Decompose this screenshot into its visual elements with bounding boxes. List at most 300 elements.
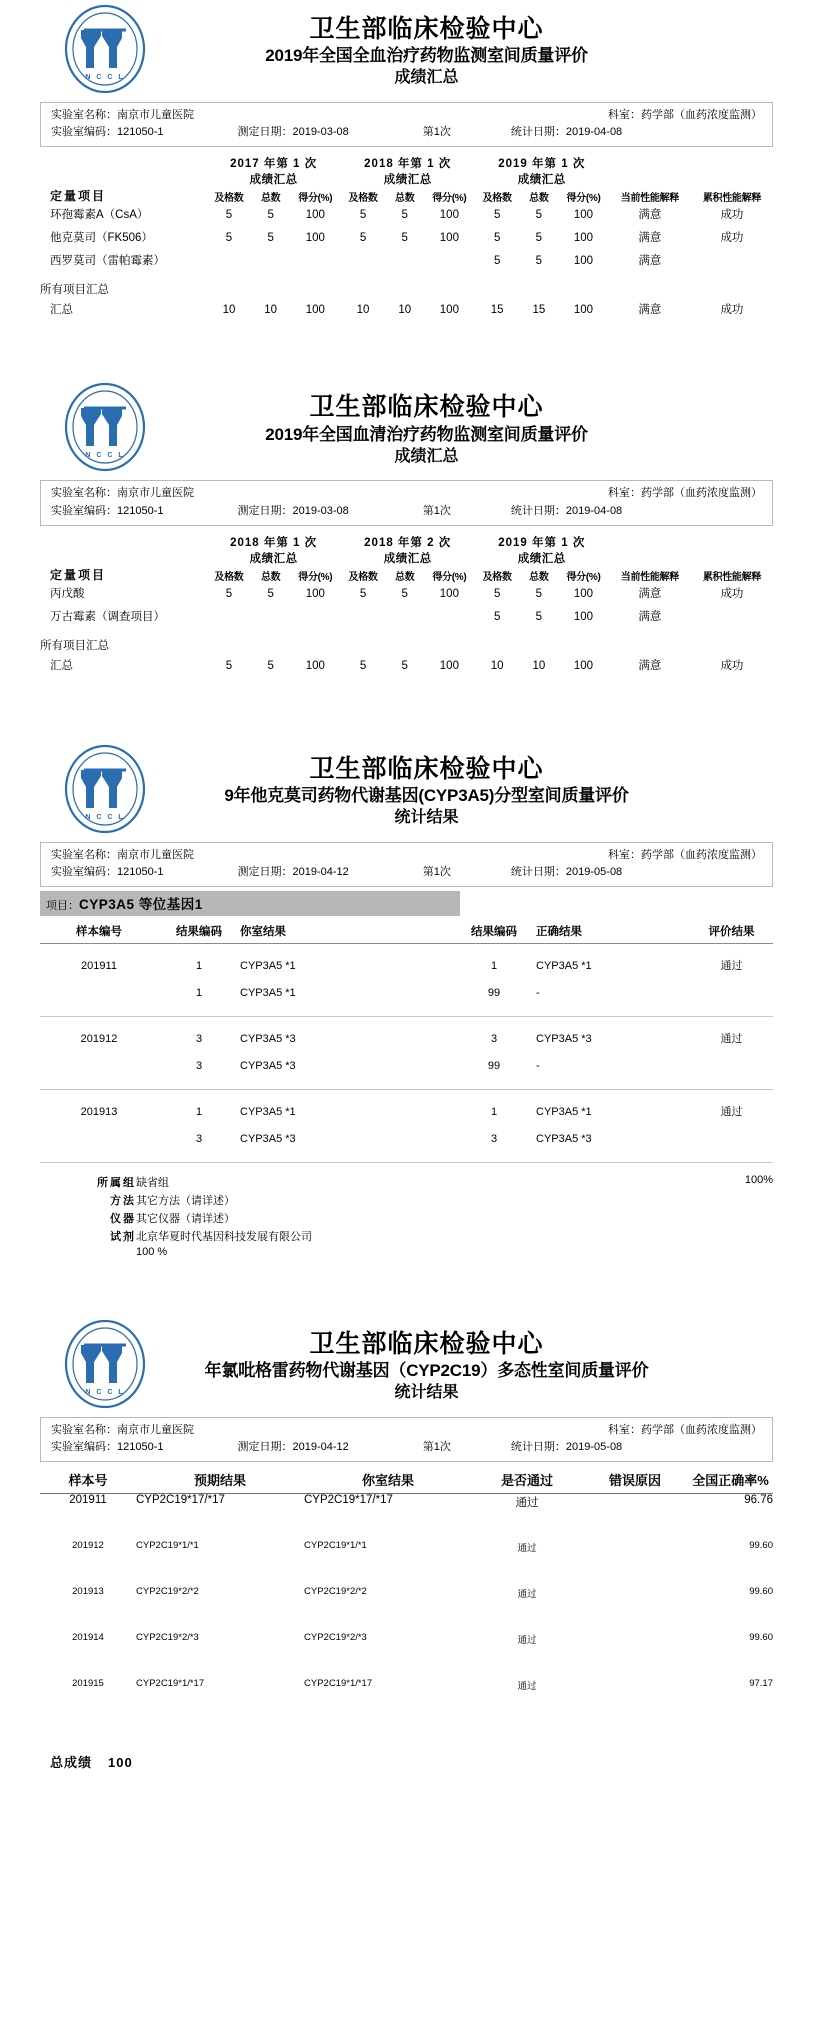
- total-cumulative-perf: 成功: [720, 304, 744, 317]
- measure-date-label: 测定日期：: [237, 1440, 293, 1453]
- col-is-pass: 是否通过: [500, 1472, 553, 1488]
- cell: 10: [398, 304, 412, 317]
- doc-subtitle: 成绩汇总: [394, 447, 459, 465]
- cell: 5: [267, 209, 274, 222]
- cell: 15: [490, 304, 504, 317]
- error-reason: [582, 1493, 688, 1540]
- svg-text:N C C L: N C C L: [85, 452, 125, 460]
- your-result-col: CYP3A5 *1 CYP3A5 *3: [240, 1105, 296, 1145]
- cell: 5: [401, 232, 408, 245]
- cell: 100: [439, 209, 459, 222]
- cell: [251, 250, 290, 273]
- result-code-col: 3 3: [195, 1032, 203, 1072]
- lab-name-value: 南京市儿童医院: [117, 109, 194, 121]
- project-value: CYP3A5 等位基因1: [79, 897, 203, 913]
- lab-name-label: 实验室名称：: [51, 848, 117, 861]
- sample-no: 201914: [72, 1631, 104, 1643]
- row-item: 他克莫司（FK506）: [50, 232, 153, 245]
- your-result: CYP2C19*17/*17: [304, 1493, 393, 1506]
- cell: 10: [356, 304, 370, 317]
- department-value: 药学部（血药浓度监测）: [641, 109, 762, 121]
- eval-result-col: 通过: [720, 960, 743, 973]
- cell: [385, 606, 424, 629]
- table-row: [40, 1493, 773, 1540]
- error-reason: [582, 1678, 688, 1724]
- col-total-2: 总数: [395, 571, 415, 583]
- doc-subtitle: 成绩汇总: [394, 69, 459, 87]
- cell: 5: [493, 610, 501, 623]
- org-title: 卫生部临床检验中心: [309, 1330, 544, 1358]
- meta-key: 所属组: [97, 1176, 136, 1189]
- result-code-2-col: 3 99: [487, 1032, 501, 1072]
- col-your-result: 你室结果: [361, 1472, 414, 1488]
- error-reason: [582, 1586, 688, 1632]
- cell: [290, 250, 341, 273]
- lab-info-row-2: [51, 124, 762, 141]
- nccl-logo-icon: [62, 4, 148, 94]
- total-current-perf: 满意: [638, 304, 662, 317]
- col-correct-result: 正确结果: [536, 926, 582, 939]
- your-result-col: CYP3A5 *3 CYP3A5 *3: [240, 1032, 296, 1072]
- your-result: CYP2C19*2/*3: [304, 1631, 367, 1643]
- report-section-cyp2c19: [0, 1315, 813, 1771]
- col-pass-2: 及格数: [348, 193, 378, 205]
- cell: 5: [493, 232, 501, 245]
- col-total-3: 总数: [529, 571, 549, 583]
- cell: 100: [573, 659, 594, 672]
- meta-pct: 100%: [744, 1173, 773, 1186]
- col-score-2: 得分(%): [432, 193, 467, 205]
- result-code-col: 1 3: [195, 1105, 203, 1145]
- stat-date-label: 统计日期：: [510, 126, 566, 139]
- group-header-1: 2018 年第 2 次 成绩汇总: [364, 536, 452, 565]
- group-header-row: [40, 534, 773, 566]
- meta-pct: [683, 1209, 773, 1227]
- department-label: 科室：: [608, 848, 641, 861]
- cell: [385, 250, 424, 273]
- is-pass: 通过: [517, 1680, 537, 1692]
- row-cumulative-perf: 成功: [720, 232, 744, 245]
- stat-date-value: 2019-05-08: [565, 866, 623, 879]
- cell: 10: [532, 659, 546, 672]
- cell: 5: [359, 209, 367, 222]
- row-current-perf: 满意: [638, 232, 662, 245]
- cell: 100: [573, 610, 594, 623]
- cell: [207, 250, 252, 273]
- table-row: [40, 1540, 773, 1586]
- cell: 5: [225, 232, 233, 245]
- score-summary-table: [40, 534, 773, 678]
- genotype-table: [40, 920, 773, 1163]
- lab-name-value: 南京市儿童医院: [117, 1423, 194, 1436]
- cell: [251, 606, 290, 629]
- section-spacer: [0, 1259, 813, 1315]
- report-section-cyp3a5: [0, 740, 813, 1259]
- title-block: [40, 378, 773, 467]
- col-cumulative-perf: 累积性能解释: [702, 571, 762, 583]
- row-cumulative-perf: [691, 606, 773, 629]
- lab-name-value: 南京市儿童医院: [117, 848, 194, 861]
- col-quant-item: 定量项目: [50, 567, 107, 582]
- cell: 5: [225, 209, 233, 222]
- error-reason: [582, 1632, 688, 1678]
- batch-value: 第1次: [422, 1440, 451, 1453]
- lab-info-row-2: [51, 503, 762, 520]
- project-label: 项目：: [46, 900, 79, 913]
- col-error-reason: 错误原因: [608, 1472, 661, 1488]
- col-national-accuracy: 全国正确率%: [692, 1472, 769, 1488]
- cell: 5: [359, 659, 367, 672]
- cell: 5: [267, 659, 274, 672]
- all-items-summary-label: 所有项目汇总: [40, 284, 109, 297]
- col-current-perf: 当前性能解释: [620, 571, 679, 583]
- measure-date-label: 测定日期：: [237, 866, 293, 879]
- meta-value: 100 %: [136, 1245, 168, 1258]
- cell: 5: [225, 587, 233, 600]
- group-header-1: 2018 年第 1 次 成绩汇总: [364, 158, 452, 187]
- col-current-perf: 当前性能解释: [620, 193, 679, 205]
- total-current-perf: 满意: [638, 659, 662, 672]
- table-row: [40, 583, 773, 606]
- cell: 5: [401, 587, 408, 600]
- meta-value: 其它仪器（请详述）: [136, 1212, 235, 1225]
- col-sample-no: 样本编号: [76, 926, 122, 939]
- stat-date-value: 2019-04-08: [565, 126, 623, 139]
- table-row: [40, 606, 773, 629]
- cell: [207, 606, 252, 629]
- row-current-perf: 满意: [638, 255, 662, 268]
- lab-info-row-1: [51, 107, 762, 124]
- doc-subtitle: 统计结果: [394, 809, 459, 827]
- total-row: [40, 299, 773, 322]
- measure-date-value: 2019-03-08: [292, 504, 349, 517]
- sample-no: 201913: [72, 1585, 104, 1597]
- sample-no: 201911: [81, 960, 117, 973]
- meta-value: 北京华夏时代基因科技发展有限公司: [136, 1230, 312, 1243]
- lab-info-row-2: [51, 1439, 762, 1456]
- cell: 5: [359, 232, 367, 245]
- lab-name-value: 南京市儿童医院: [117, 487, 194, 500]
- cell: 100: [573, 587, 594, 600]
- lab-info-box: [40, 1417, 773, 1462]
- col-total-2: 总数: [395, 193, 415, 205]
- org-title: 卫生部临床检验中心: [309, 755, 544, 783]
- cell: 100: [439, 304, 459, 317]
- doc-title: 2019年全国全血治疗药物监测室间质量评价: [265, 46, 588, 66]
- your-result: CYP2C19*1/*17: [304, 1677, 373, 1689]
- sample-no: 201911: [69, 1493, 107, 1506]
- genotype-group-row: [40, 944, 773, 1017]
- cell: 5: [401, 209, 408, 222]
- row-current-perf: 满意: [638, 209, 662, 222]
- meta-row: [40, 1227, 773, 1245]
- meta-row: [40, 1173, 773, 1191]
- svg-text:N C C L: N C C L: [85, 1388, 125, 1396]
- meta-row: [40, 1209, 773, 1227]
- col-total-3: 总数: [529, 193, 549, 205]
- total-cumulative-perf: 成功: [720, 659, 744, 672]
- col-score-3: 得分(%): [566, 193, 601, 205]
- col-total-1: 总数: [260, 193, 281, 205]
- cell: 5: [359, 587, 367, 600]
- your-result-col: CYP3A5 *1 CYP3A5 *1: [240, 960, 296, 999]
- lab-code-label: 实验室编码：: [51, 126, 117, 139]
- table-row: [40, 250, 773, 273]
- is-pass: 通过: [517, 1634, 537, 1646]
- cell: 5: [267, 587, 274, 600]
- col-pass-3: 及格数: [482, 193, 512, 205]
- sample-no: 201912: [80, 1032, 118, 1045]
- cell: [424, 606, 475, 629]
- cell: 100: [439, 587, 459, 600]
- col-pass-1: 及格数: [214, 193, 244, 205]
- lab-info-row-2: [51, 864, 762, 881]
- cell: [341, 250, 386, 273]
- department-value: 药学部（血药浓度监测）: [641, 1423, 762, 1436]
- masthead: [40, 1315, 773, 1411]
- measure-date-value: 2019-04-12: [292, 1440, 349, 1453]
- measure-date-value: 2019-03-08: [292, 126, 349, 139]
- sample-no: 201913: [80, 1105, 118, 1118]
- row-current-perf: 满意: [638, 610, 662, 623]
- cell: 100: [573, 209, 594, 222]
- column-header-row: [40, 187, 773, 204]
- department-label: 科室：: [608, 1423, 641, 1436]
- masthead: [40, 0, 773, 96]
- department-value: 药学部（血药浓度监测）: [641, 487, 762, 500]
- svg-text:N C C L: N C C L: [85, 813, 125, 821]
- cell: 100: [305, 304, 325, 317]
- stat-date-label: 统计日期：: [510, 504, 566, 517]
- org-title: 卫生部临床检验中心: [309, 16, 544, 43]
- table-row: [40, 1586, 773, 1632]
- grand-total: [40, 1752, 773, 1771]
- doc-title: 2019年全国血清治疗药物监测室间质量评价: [265, 424, 588, 444]
- group-header-2: 2019 年第 1 次 成绩汇总: [498, 158, 586, 187]
- meta-pct: [683, 1191, 773, 1209]
- national-accuracy: 97.17: [749, 1677, 773, 1689]
- score-summary-table: [40, 155, 773, 322]
- meta-key: 仪器: [110, 1212, 136, 1225]
- nccl-logo-icon: [62, 382, 148, 472]
- col-pass-2: 及格数: [348, 571, 378, 583]
- all-items-summary-row: [40, 629, 773, 655]
- batch-value: 第1次: [422, 126, 451, 139]
- section-spacer: [0, 678, 813, 740]
- lab-code-label: 实验室编码：: [51, 1440, 117, 1453]
- national-accuracy: 99.60: [749, 1631, 773, 1643]
- expected-result: CYP2C19*2/*2: [136, 1585, 199, 1597]
- correct-result-col: CYP3A5 *1 CYP3A5 *3: [536, 1105, 592, 1145]
- genotype-group-row: [40, 1089, 773, 1162]
- col-quant-item: 定量项目: [50, 189, 107, 204]
- doc-title: 9年他克莫司药物代谢基因(CYP3A5)分型室间质量评价: [224, 786, 629, 806]
- col-result-code: 结果编码: [176, 926, 222, 939]
- group-header-2: 2019 年第 1 次 成绩汇总: [498, 536, 586, 565]
- genotype-group-row: [40, 1016, 773, 1089]
- column-header-row: [40, 566, 773, 583]
- is-pass: 通过: [517, 1542, 537, 1554]
- cell: 100: [439, 659, 459, 672]
- cell: 5: [535, 587, 543, 600]
- cell: 15: [532, 304, 546, 317]
- col-score-1: 得分(%): [298, 193, 333, 205]
- lab-code-value: 121050-1: [117, 1440, 164, 1453]
- cell: 100: [573, 232, 594, 245]
- cell: [341, 606, 386, 629]
- total-label: 汇总: [50, 304, 73, 317]
- method-meta-table: [40, 1173, 773, 1259]
- meta-key: [40, 1245, 136, 1259]
- table-row: [40, 1632, 773, 1678]
- meta-value: 缺省组: [136, 1176, 169, 1189]
- department-label: 科室：: [608, 487, 641, 500]
- project-band: [40, 891, 460, 916]
- cell: 5: [535, 610, 543, 623]
- lab-code-label: 实验室编码：: [51, 866, 117, 879]
- stat-date-value: 2019-04-08: [565, 504, 623, 517]
- all-items-summary-label: 所有项目汇总: [40, 639, 109, 652]
- table-row: [40, 204, 773, 227]
- cell: 100: [573, 255, 594, 268]
- stat-date-label: 统计日期：: [510, 866, 566, 879]
- department-value: 药学部（血药浓度监测）: [641, 848, 762, 861]
- meta-pct: [683, 1227, 773, 1245]
- correct-result-col: CYP3A5 *1 -: [536, 960, 592, 999]
- masthead: [40, 378, 773, 474]
- result-code-2-col: 1 3: [490, 1105, 498, 1145]
- your-result: CYP2C19*1/*1: [304, 1539, 367, 1551]
- col-cumulative-perf: 累积性能解释: [702, 193, 762, 205]
- stat-date-value: 2019-05-08: [565, 1440, 623, 1453]
- col-score-2: 得分(%): [432, 571, 467, 583]
- col-pass-1: 及格数: [214, 571, 244, 583]
- cell: [424, 250, 475, 273]
- correct-result-col: CYP3A5 *3 -: [536, 1032, 592, 1072]
- your-result: CYP2C19*2/*2: [304, 1585, 367, 1597]
- group-header-0: 2018 年第 1 次 成绩汇总: [230, 536, 318, 565]
- row-item: 万古霉素（调查项目）: [50, 610, 165, 623]
- meta-key: 方法: [110, 1194, 136, 1207]
- row-item: 环孢霉素A（CsA）: [50, 209, 149, 222]
- eval-result-col: 通过: [720, 1032, 743, 1045]
- row-item: 丙戊酸: [50, 587, 85, 600]
- lab-info-box: [40, 842, 773, 887]
- batch-value: 第1次: [422, 866, 451, 879]
- cyp2c19-table: [40, 1468, 773, 1724]
- row-current-perf: 满意: [638, 587, 662, 600]
- expected-result: CYP2C19*1/*1: [136, 1539, 199, 1551]
- lab-info-row-1: [51, 1422, 762, 1439]
- row-cumulative-perf: 成功: [720, 587, 744, 600]
- row-item: 西罗莫司（雷帕霉素）: [50, 255, 165, 268]
- cell: 100: [305, 232, 325, 245]
- expected-result: CYP2C19*1/*17: [136, 1677, 205, 1689]
- lab-info-box: [40, 480, 773, 525]
- measure-date-label: 测定日期：: [237, 126, 293, 139]
- is-pass: 通过: [515, 1496, 539, 1509]
- lab-code-value: 121050-1: [117, 866, 164, 879]
- cell: 100: [305, 659, 325, 672]
- sample-no: 201915: [72, 1677, 104, 1689]
- nccl-logo-icon: [62, 1319, 148, 1409]
- row-cumulative-perf: [691, 250, 773, 273]
- grand-total-label: 总成绩: [50, 1754, 93, 1770]
- group-header-0: 2017 年第 1 次 成绩汇总: [230, 158, 318, 187]
- expected-result: CYP2C19*2/*3: [136, 1631, 199, 1643]
- genotype-header-row: [40, 920, 773, 944]
- lab-name-label: 实验室名称：: [51, 487, 117, 500]
- masthead: [40, 740, 773, 836]
- lab-info-row-1: [51, 485, 762, 502]
- all-items-summary-row: [40, 273, 773, 299]
- lab-info-row-1: [51, 847, 762, 864]
- cell: 10: [222, 304, 236, 317]
- cell: 100: [305, 587, 325, 600]
- section-spacer: [0, 322, 813, 378]
- col-score-3: 得分(%): [566, 571, 601, 583]
- title-block: [40, 0, 773, 89]
- expected-result: CYP2C19*17/*17: [136, 1493, 225, 1506]
- col-score-1: 得分(%): [298, 571, 333, 583]
- cell: 10: [490, 659, 504, 672]
- cell: 10: [264, 304, 278, 317]
- title-block: [40, 740, 773, 829]
- cell: 5: [267, 232, 274, 245]
- col-pass-3: 及格数: [482, 571, 512, 583]
- col-total-1: 总数: [260, 571, 281, 583]
- cell: [290, 606, 341, 629]
- cell: 5: [535, 255, 543, 268]
- total-label: 汇总: [50, 659, 73, 672]
- meta-row: [40, 1191, 773, 1209]
- lab-name-label: 实验室名称：: [51, 109, 117, 121]
- result-code-col: 1 1: [195, 960, 203, 999]
- national-accuracy: 96.76: [744, 1493, 773, 1506]
- lab-code-value: 121050-1: [117, 504, 164, 517]
- svg-text:N C C L: N C C L: [85, 74, 125, 81]
- stat-date-label: 统计日期：: [510, 1440, 566, 1453]
- result-code-2-col: 1 99: [487, 960, 501, 999]
- title-block: [40, 1315, 773, 1404]
- lab-info-box: [40, 102, 773, 147]
- sample-no: 201912: [72, 1539, 104, 1551]
- col-eval-result: 评价结果: [708, 926, 755, 939]
- cyp2c19-header-row: [40, 1468, 773, 1494]
- row-cumulative-perf: 成功: [720, 209, 744, 222]
- cell: 100: [439, 232, 459, 245]
- meta-row: [40, 1245, 773, 1259]
- grand-total-value: 100: [108, 1754, 133, 1770]
- measure-date-value: 2019-04-12: [292, 866, 349, 879]
- cell: 100: [573, 304, 594, 317]
- is-pass: 通过: [517, 1588, 537, 1600]
- cell: 100: [305, 209, 325, 222]
- report-section-whole-blood: [0, 0, 813, 322]
- national-accuracy: 99.60: [749, 1539, 773, 1551]
- batch-value: 第1次: [422, 504, 451, 517]
- total-row: [40, 655, 773, 678]
- eval-result-col: 通过: [720, 1105, 743, 1118]
- cell: 5: [535, 232, 543, 245]
- col-sample-no: 样本号: [68, 1472, 108, 1488]
- cell: 5: [493, 255, 501, 268]
- meta-pct: [683, 1245, 773, 1259]
- cell: 5: [401, 659, 408, 672]
- department-label: 科室：: [608, 109, 641, 121]
- table-row: [40, 1678, 773, 1724]
- cell: 5: [535, 209, 543, 222]
